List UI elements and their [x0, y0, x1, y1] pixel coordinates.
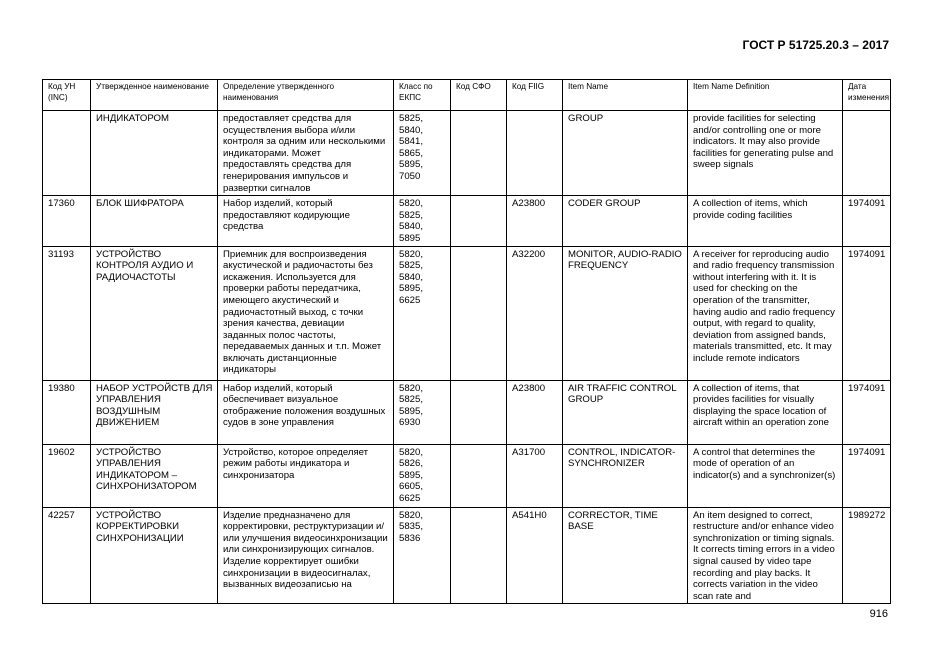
cell-sfo	[451, 444, 507, 507]
table-row	[43, 380, 891, 444]
cell-date: 1974091	[843, 444, 891, 507]
column-header-item-name: Item Name	[563, 80, 688, 111]
cell-item-name: AIR TRAFFIC CONTROL GROUP	[563, 380, 688, 444]
table-header-row	[43, 80, 891, 111]
cell-fiig	[507, 111, 563, 196]
page-number: 916	[869, 608, 888, 620]
column-header-date: Дата изменения	[843, 80, 891, 111]
document-number: ГОСТ Р 51725.20.3 – 2017	[742, 38, 889, 52]
cell-fiig: A541H0	[507, 507, 563, 604]
cell-code: 31193	[43, 246, 91, 380]
cell-fiig: A31700	[507, 444, 563, 507]
cell-date	[843, 111, 891, 196]
cell-sfo	[451, 196, 507, 246]
cell-code: 42257	[43, 507, 91, 604]
cell-sfo	[451, 111, 507, 196]
cell-class: 5820, 5826, 5895, 6605, 6625	[394, 444, 451, 507]
cell-name: НАБОР УСТРОЙСТВ ДЛЯ УПРАВЛЕНИЯ ВОЗДУШНЫМ ДВИЖЕНИЕМ	[91, 380, 218, 444]
cell-item-definition: An item designed to correct, restructure and/or enhance video synchronization or timing signals. It corrects timing errors in a video signal caused by video tape recording and play backs. It corrects variation in the video scan rate and	[688, 507, 843, 604]
cell-sfo	[451, 246, 507, 380]
cell-class: 5820, 5835, 5836	[394, 507, 451, 604]
cell-item-name: CODER GROUP	[563, 196, 688, 246]
cell-date: 1974091	[843, 196, 891, 246]
catalog-table	[42, 79, 891, 604]
cell-date: 1974091	[843, 246, 891, 380]
cell-name: УСТРОЙСТВО КОНТРОЛЯ АУДИО И РАДИОЧАСТОТЫ	[91, 246, 218, 380]
cell-code: 19602	[43, 444, 91, 507]
cell-definition: предоставляет средства для осуществления выбора и/или контроля за одним или несколькими индикаторами. Может предоставлять средства для генерирования импульсов и развертки сигналов	[218, 111, 394, 196]
cell-item-definition: provide facilities for selecting and/or controlling one or more indicators. It may also provide facilities for generating pulse and sweep signals	[688, 111, 843, 196]
cell-item-name: CORRECTOR, TIME BASE	[563, 507, 688, 604]
cell-fiig: A23800	[507, 196, 563, 246]
column-header-sfo: Код СФО	[451, 80, 507, 111]
column-header-name: Утвержденное наименование	[91, 80, 218, 111]
column-header-code: Код УН (INC)	[43, 80, 91, 111]
table-row	[43, 246, 891, 380]
cell-sfo	[451, 380, 507, 444]
cell-class: 5820, 5825, 5895, 6930	[394, 380, 451, 444]
cell-fiig: A32200	[507, 246, 563, 380]
cell-sfo	[451, 507, 507, 604]
cell-item-name: CONTROL, INDICATOR-SYNCHRONIZER	[563, 444, 688, 507]
cell-item-name: GROUP	[563, 111, 688, 196]
table-row	[43, 507, 891, 604]
column-header-fiig: Код FIIG	[507, 80, 563, 111]
cell-code: 17360	[43, 196, 91, 246]
cell-item-definition: A receiver for reproducing audio and radio frequency transmission without interfering with it. It is used for checking on the operation of the transmitter, having audio and radio frequency output, with regard to quality, deviation from assigned bands, materials transmitted, etc. It may include remote indicators	[688, 246, 843, 380]
table-row	[43, 111, 891, 196]
table-row	[43, 196, 891, 246]
cell-definition: Приемник для воспроизведения акустической и радиочастоты без искажения. Используется для проверки работы передатчика, имеющего акустический и радиочастотный выход, с точки зрения качества, девиации заданных полос частоты, передаваемых данных и т.п. Может включать дистанционные индикаторы	[218, 246, 394, 380]
cell-name: ИНДИКАТОРОМ	[91, 111, 218, 196]
cell-item-definition: A collection of items, that provides facilities for visually displaying the space location of aircraft within an operation zone	[688, 380, 843, 444]
cell-definition: Изделие предназначено для корректировки, реструктуризации и/или улучшения видеосинхронизации или синхронизирующих сигналов. Изделие корректирует ошибки синхронизации в видеосигналах, вызванных видеозаписью на	[218, 507, 394, 604]
cell-definition: Набор изделий, который обеспечивает визуальное отображение положения воздушных судов в зоне управления	[218, 380, 394, 444]
cell-date: 1974091	[843, 380, 891, 444]
cell-definition: Устройство, которое определяет режим работы индикатора и синхронизатора	[218, 444, 394, 507]
column-header-class: Класс по ЕКПС	[394, 80, 451, 111]
cell-item-name: MONITOR, AUDIO-RADIO FREQUENCY	[563, 246, 688, 380]
column-header-definition: Определение утвержденного наименования	[218, 80, 394, 111]
cell-item-definition: A control that determines the mode of operation of an indicator(s) and a synchronizer(s)	[688, 444, 843, 507]
cell-name: БЛОК ШИФРАТОРА	[91, 196, 218, 246]
cell-code: 19380	[43, 380, 91, 444]
cell-name: УСТРОЙСТВО КОРРЕКТИРОВКИ СИНХРОНИЗАЦИИ	[91, 507, 218, 604]
cell-class: 5820, 5825, 5840, 5895, 6625	[394, 246, 451, 380]
column-header-item-definition: Item Name Definition	[688, 80, 843, 111]
cell-item-definition: A collection of items, which provide coding facilities	[688, 196, 843, 246]
cell-name: УСТРОЙСТВО УПРАВЛЕНИЯ ИНДИКАТОРОМ – СИНХРОНИЗАТОРОМ	[91, 444, 218, 507]
cell-class: 5820, 5825, 5840, 5895	[394, 196, 451, 246]
cell-definition: Набор изделий, который предоставляют кодирующие средства	[218, 196, 394, 246]
cell-fiig: A23800	[507, 380, 563, 444]
cell-date: 1989272	[843, 507, 891, 604]
cell-code	[43, 111, 91, 196]
table-row	[43, 444, 891, 507]
cell-class: 5825, 5840, 5841, 5865, 5895, 7050	[394, 111, 451, 196]
